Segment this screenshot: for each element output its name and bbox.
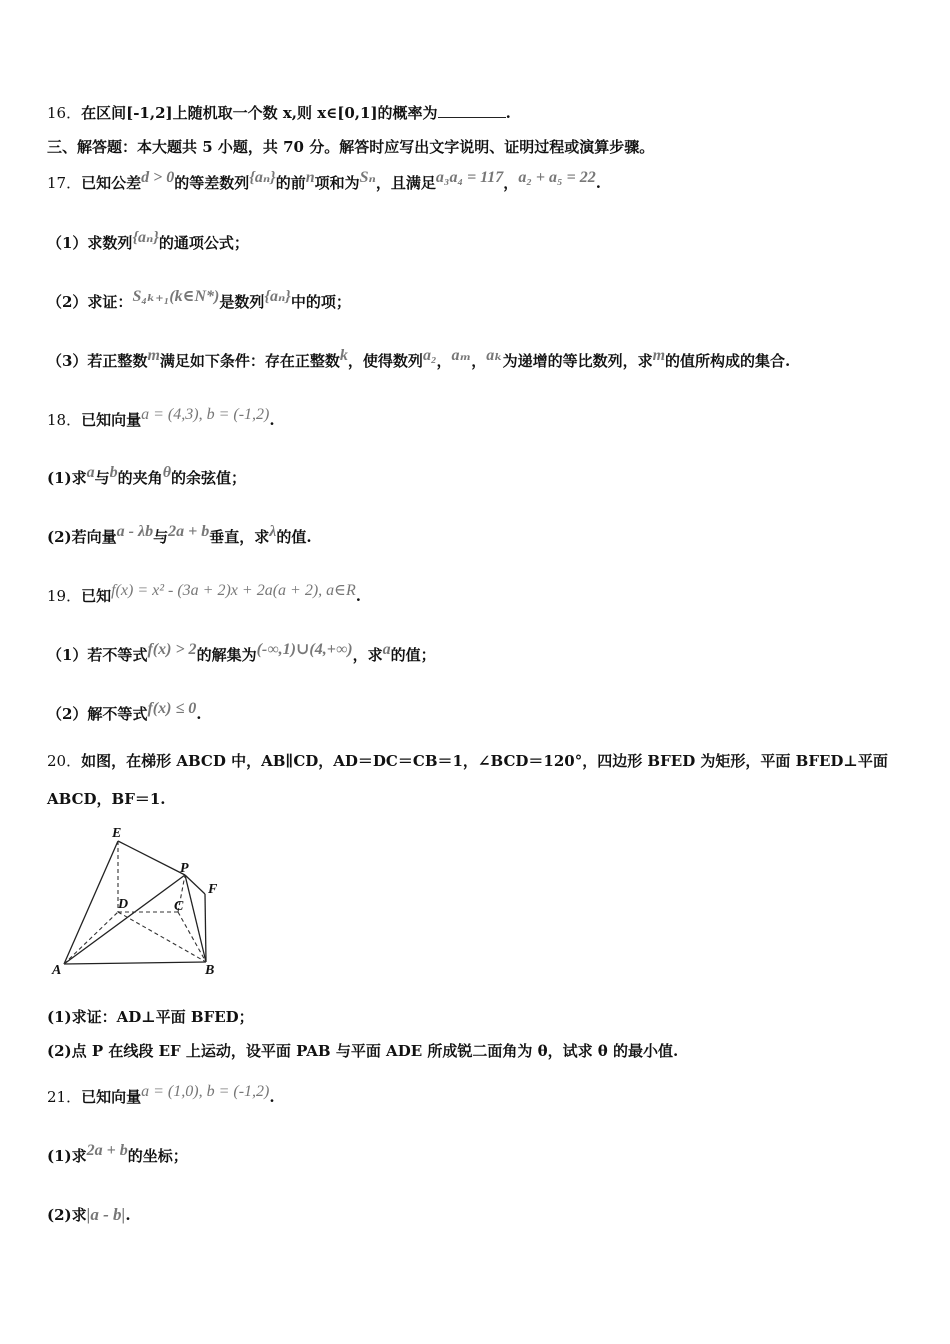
q20-stem-line2: ABCD，BF＝1. — [47, 790, 166, 808]
edge-AP — [64, 875, 185, 964]
label-B: B — [205, 963, 215, 978]
edge-AB — [64, 962, 206, 964]
q19-p1-text: ，求 — [352, 646, 383, 664]
q21-stem — [47, 1083, 275, 1108]
label-E: E — [112, 826, 122, 841]
q20-part1: (1)求证：AD⊥平面 BFED； — [47, 1008, 254, 1026]
q17-text: 的前 — [275, 174, 306, 192]
q19-p2-text: （2）解不等式 — [47, 705, 148, 723]
q17-stem — [47, 169, 601, 194]
q21-part1 — [47, 1142, 188, 1167]
q17-p3-text: 为递增的等比数列，求 — [502, 352, 653, 370]
q19-p1-text: 的值； — [390, 646, 436, 664]
q19-p1-math: f(x) > 2 — [147, 641, 197, 658]
q17-p3-math: a₂ — [422, 347, 437, 364]
q17-math-n: n — [305, 169, 315, 186]
q18-text: 已知向量 — [81, 411, 142, 429]
q21-p1-label: (1) — [47, 1147, 72, 1165]
q17-p3-text: ， — [436, 352, 452, 370]
edge-PF — [185, 875, 205, 894]
q18-p2-label: (2) — [47, 528, 72, 546]
q17-p1-text: 的通项公式； — [158, 234, 249, 252]
q17-p3-text: ， — [471, 352, 487, 370]
q17-p2-math2: {aₙ} — [264, 288, 291, 305]
q19-p1-text: （1）若不等式 — [47, 646, 148, 664]
q18-p1-text: 的夹角 — [117, 469, 163, 487]
q17-p3-math: aₖ — [486, 347, 503, 364]
q18-stem — [47, 406, 275, 431]
q19-text: . — [355, 587, 361, 605]
q21-p2-text: 求 — [71, 1206, 87, 1224]
q16-end: . — [505, 104, 511, 122]
q18-p2-text: 与 — [153, 528, 169, 546]
q17-math-an: {aₙ} — [249, 169, 276, 186]
q17-text: 已知公差 — [81, 174, 142, 192]
q17-math-sn: Sₙ — [359, 169, 376, 186]
q21-part2 — [47, 1205, 131, 1225]
q17-text: . — [595, 174, 601, 192]
q21-math-vectors: a = (1,0), b = (-1,2) — [141, 1083, 270, 1100]
q17-p3-text: ，使得数列 — [347, 352, 423, 370]
q18-p1-math: θ — [162, 464, 171, 481]
label-F: F — [208, 882, 218, 897]
q16-line — [47, 103, 511, 123]
q19-p1-math: (-∞,1)∪(4,+∞) — [256, 641, 353, 658]
q17-math-d: d > 0 — [141, 169, 175, 186]
q21-p1-text: 的坐标； — [127, 1147, 188, 1165]
q20-stem-line1 — [47, 751, 888, 771]
q20-text: 如图，在梯形 ABCD 中，AB∥CD，AD＝DC＝CB＝1，∠BCD＝120°，四边形 BFED 为矩形，平面 BFED⊥平面 — [81, 752, 888, 770]
q21-p2-text: . — [125, 1206, 131, 1224]
q18-p1-text: 求 — [71, 469, 87, 487]
q21-p2-math: |a - b| — [86, 1205, 126, 1224]
q18-p2-math: λ — [269, 523, 277, 540]
label-A: A — [52, 963, 62, 978]
q21-number: 21． — [47, 1088, 82, 1106]
section-heading: 三、解答题：本大题共 5 小题，共 70 分。解答时应写出文字说明、证明过程或演算步骤。 — [47, 138, 655, 156]
q17-text: ， — [503, 174, 519, 192]
q21-text: . — [269, 1088, 275, 1106]
q17-p3-math: m — [652, 347, 666, 364]
q21-p2-label: (2) — [47, 1206, 72, 1224]
label-C: C — [174, 899, 184, 914]
edge-DB — [118, 912, 206, 962]
q17-p2-math1: S₄ₖ₊₁(k∈N*) — [132, 288, 220, 305]
q17-p1-math: {aₙ} — [132, 229, 159, 246]
q21-text: 已知向量 — [81, 1088, 142, 1106]
q19-text: 已知 — [81, 587, 112, 605]
q17-p3-math: aₘ — [451, 347, 472, 364]
q16-text: 在区间[-1,2]上随机取一个数 x,则 x∈[0,1]的概率为 — [81, 104, 438, 122]
q18-p2-text: 若向量 — [71, 528, 117, 546]
q18-p1-math: b — [109, 464, 118, 481]
edge-PB — [185, 875, 206, 962]
q17-part3 — [47, 347, 791, 372]
edge-FB — [205, 894, 206, 962]
q17-text: 的等差数列 — [174, 174, 250, 192]
q20-number: 20． — [47, 752, 82, 770]
edge-AE — [64, 841, 118, 964]
q18-p2-text: 垂直，求 — [209, 528, 270, 546]
q18-part1 — [47, 464, 247, 489]
q17-p2-text: 中的项； — [290, 293, 351, 311]
q19-part1 — [47, 641, 436, 666]
q18-p1-text: 与 — [94, 469, 110, 487]
q18-p2-text: 的值. — [276, 528, 312, 546]
trapezoid-prism-figure — [50, 822, 230, 982]
q18-p1-text: 的余弦值； — [171, 469, 247, 487]
q18-p2-math: a - λb — [116, 523, 154, 540]
q17-math-cond1: a₃a₄ = 117 — [435, 169, 504, 186]
q17-part2 — [47, 288, 351, 313]
q16-number: 16． — [47, 104, 82, 122]
q17-p3-text: 的值所构成的集合. — [665, 352, 791, 370]
q19-part2 — [47, 700, 202, 725]
q18-p2-math: 2a + b — [168, 523, 210, 540]
q19-p2-math: f(x) ≤ 0 — [147, 700, 197, 717]
q17-p2-text: （2）求证： — [47, 293, 133, 311]
q17-text: 项和为 — [314, 174, 360, 192]
q17-p3-text: 满足如下条件：存在正整数 — [159, 352, 340, 370]
q21-p1-text: 求 — [71, 1147, 87, 1165]
q19-number: 19． — [47, 587, 82, 605]
q20-part2: (2)点 P 在线段 EF 上运动，设平面 PAB 与平面 ADE 所成锐二面角为 θ，试求 θ 的最小值. — [47, 1042, 679, 1060]
q16-answer-blank[interactable] — [438, 104, 506, 118]
q19-p1-math: a — [382, 641, 391, 658]
label-P: P — [180, 861, 189, 876]
q17-p1-text: （1）求数列 — [47, 234, 133, 252]
q17-text: ，且满足 — [375, 174, 436, 192]
edge-AD — [64, 912, 118, 964]
q19-stem — [47, 582, 361, 607]
edge-EP — [118, 841, 185, 875]
q19-p2-text: . — [196, 705, 202, 723]
q18-p1-math: a — [86, 464, 95, 481]
q17-p3-math: k — [339, 347, 348, 364]
q17-p2-text: 是数列 — [219, 293, 265, 311]
q18-math-vectors: a = (4,3), b = (-1,2) — [141, 406, 270, 423]
q17-part1 — [47, 229, 249, 254]
q17-number: 17． — [47, 174, 82, 192]
q17-p3-text: （3）若正整数 — [47, 352, 148, 370]
q19-p1-text: 的解集为 — [196, 646, 257, 664]
q18-text: . — [269, 411, 275, 429]
q17-p3-math: m — [147, 347, 160, 364]
q18-number: 18． — [47, 411, 82, 429]
label-D: D — [118, 897, 129, 912]
q18-part2 — [47, 523, 312, 548]
q18-p1-label: (1) — [47, 469, 72, 487]
q19-math-function: f(x) = x² - (3a + 2)x + 2a(a + 2), a∈R — [111, 582, 356, 599]
q21-p1-math: 2a + b — [86, 1142, 128, 1159]
q17-math-cond2: a₂ + a₅ = 22 — [518, 169, 596, 186]
